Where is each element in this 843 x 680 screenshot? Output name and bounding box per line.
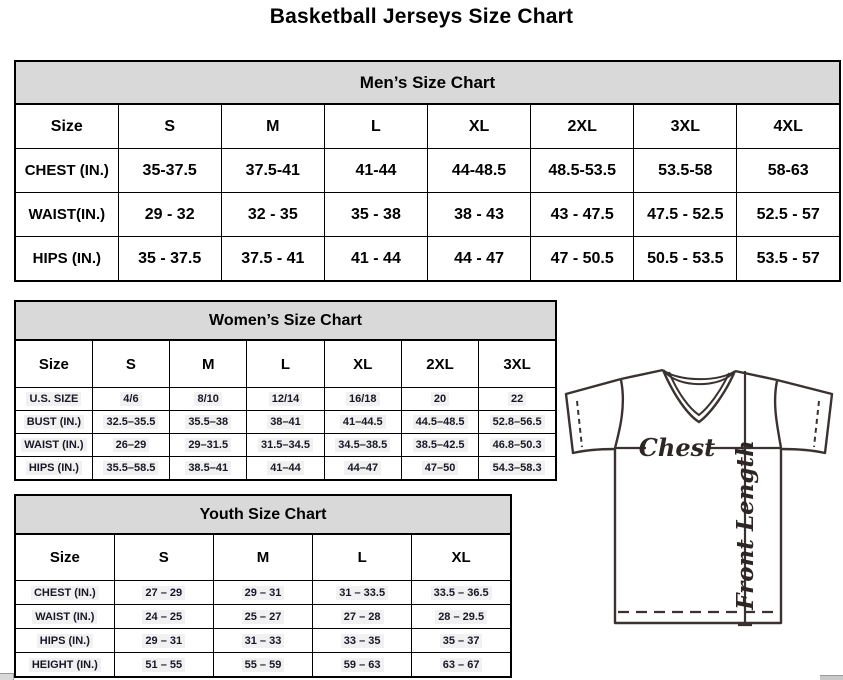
size-value-cell: 35.5–38 bbox=[170, 411, 247, 434]
size-value-cell: 59 – 63 bbox=[313, 653, 412, 678]
jersey-right-shoulder-seam bbox=[775, 381, 781, 448]
size-value-cell: 31 – 33.5 bbox=[313, 581, 412, 605]
size-value-cell: 27 – 28 bbox=[313, 605, 412, 629]
size-value-cell: 38 - 43 bbox=[428, 193, 531, 237]
size-value-cell: 4/6 bbox=[92, 388, 169, 411]
row-label: BUST (IN.) bbox=[15, 411, 92, 434]
size-value-cell: 29 – 31 bbox=[114, 629, 213, 653]
size-column-header: Size bbox=[15, 104, 118, 149]
size-value-cell: 47 - 50.5 bbox=[531, 237, 634, 282]
jersey-left-cuff-dashed-line bbox=[577, 401, 582, 447]
size-header-cell: XL bbox=[412, 534, 511, 581]
row-label: HIPS (IN.) bbox=[15, 237, 118, 282]
size-value-cell: 38.5–41 bbox=[170, 457, 247, 481]
size-value-cell: 37.5 - 41 bbox=[221, 237, 324, 282]
size-value-cell: 35-37.5 bbox=[118, 149, 221, 193]
jersey-collar-back-arc-2 bbox=[665, 372, 733, 384]
size-value-cell: 52.8–56.5 bbox=[479, 411, 556, 434]
size-value-cell: 43 - 47.5 bbox=[531, 193, 634, 237]
size-header-cell: L bbox=[324, 104, 427, 149]
size-value-cell: 63 – 67 bbox=[412, 653, 511, 678]
size-header-cell: S bbox=[92, 340, 169, 388]
womens-table-title: Women’s Size Chart bbox=[15, 301, 556, 340]
jersey-measurement-diagram bbox=[558, 363, 838, 635]
size-value-cell: 25 – 27 bbox=[213, 605, 312, 629]
size-value-cell: 50.5 - 53.5 bbox=[634, 237, 737, 282]
size-value-cell: 38.5–42.5 bbox=[401, 434, 478, 457]
size-value-cell: 32 - 35 bbox=[221, 193, 324, 237]
size-value-cell: 44.5–48.5 bbox=[401, 411, 478, 434]
size-value-cell: 26–29 bbox=[92, 434, 169, 457]
size-value-cell: 28 – 29.5 bbox=[412, 605, 511, 629]
size-header-cell: XL bbox=[324, 340, 401, 388]
size-header-cell: L bbox=[313, 534, 412, 581]
size-header-cell: L bbox=[247, 340, 324, 388]
size-value-cell: 38–41 bbox=[247, 411, 324, 434]
page-title: Basketball Jerseys Size Chart bbox=[269, 5, 574, 28]
size-value-cell: 12/14 bbox=[247, 388, 324, 411]
size-column-header: Size bbox=[15, 534, 114, 581]
size-value-cell: 31.5–34.5 bbox=[247, 434, 324, 457]
row-label: HIPS (IN.) bbox=[15, 457, 92, 481]
size-column-header: Size bbox=[15, 340, 92, 388]
size-value-cell: 16/18 bbox=[324, 388, 401, 411]
size-value-cell: 41–44.5 bbox=[324, 411, 401, 434]
size-value-cell: 35 – 37 bbox=[412, 629, 511, 653]
size-header-cell: 3XL bbox=[479, 340, 556, 388]
size-value-cell: 33 – 35 bbox=[313, 629, 412, 653]
jersey-right-cuff-dashed-line bbox=[814, 401, 819, 447]
cropped-element-bottom-right bbox=[820, 675, 843, 680]
jersey-left-shoulder-seam bbox=[615, 380, 623, 448]
size-header-cell: 4XL bbox=[737, 104, 840, 149]
size-header-cell: S bbox=[118, 104, 221, 149]
size-value-cell: 35.5–58.5 bbox=[92, 457, 169, 481]
chest-label: Chest bbox=[638, 433, 716, 462]
row-label: HEIGHT (IN.) bbox=[15, 653, 114, 678]
size-header-cell: M bbox=[221, 104, 324, 149]
row-label: CHEST (IN.) bbox=[15, 149, 118, 193]
size-value-cell: 33.5 – 36.5 bbox=[412, 581, 511, 605]
size-header-cell: 2XL bbox=[531, 104, 634, 149]
size-value-cell: 29 - 32 bbox=[118, 193, 221, 237]
youth-size-chart-table bbox=[14, 494, 512, 678]
size-header-cell: 3XL bbox=[634, 104, 737, 149]
size-header-cell: M bbox=[213, 534, 312, 581]
size-value-cell: 55 – 59 bbox=[213, 653, 312, 678]
size-value-cell: 34.5–38.5 bbox=[324, 434, 401, 457]
row-label: U.S. SIZE bbox=[15, 388, 92, 411]
size-value-cell: 8/10 bbox=[170, 388, 247, 411]
size-value-cell: 32.5–35.5 bbox=[92, 411, 169, 434]
size-value-cell: 27 – 29 bbox=[114, 581, 213, 605]
size-value-cell: 44 - 47 bbox=[428, 237, 531, 282]
size-value-cell: 41-44 bbox=[324, 149, 427, 193]
jersey-right-sleeve bbox=[777, 380, 832, 453]
size-value-cell: 58-63 bbox=[737, 149, 840, 193]
row-label: HIPS (IN.) bbox=[15, 629, 114, 653]
mens-size-chart-table bbox=[14, 60, 841, 282]
size-value-cell: 29 – 31 bbox=[213, 581, 312, 605]
row-label: WAIST(IN.) bbox=[15, 193, 118, 237]
mens-table-title: Men’s Size Chart bbox=[15, 61, 840, 104]
size-value-cell: 20 bbox=[401, 388, 478, 411]
size-value-cell: 53.5 - 57 bbox=[737, 237, 840, 282]
size-value-cell: 31 – 33 bbox=[213, 629, 312, 653]
size-value-cell: 53.5-58 bbox=[634, 149, 737, 193]
size-value-cell: 44-48.5 bbox=[428, 149, 531, 193]
size-header-cell: XL bbox=[428, 104, 531, 149]
size-value-cell: 54.3–58.3 bbox=[479, 457, 556, 481]
size-value-cell: 44–47 bbox=[324, 457, 401, 481]
size-header-cell: M bbox=[170, 340, 247, 388]
size-value-cell: 52.5 - 57 bbox=[737, 193, 840, 237]
size-header-cell: S bbox=[114, 534, 213, 581]
youth-table-title: Youth Size Chart bbox=[15, 495, 511, 534]
size-value-cell: 41 - 44 bbox=[324, 237, 427, 282]
front-length-label: Front Length bbox=[732, 440, 759, 610]
size-value-cell: 29–31.5 bbox=[170, 434, 247, 457]
womens-size-chart-table bbox=[14, 300, 557, 481]
size-value-cell: 47–50 bbox=[401, 457, 478, 481]
size-value-cell: 22 bbox=[479, 388, 556, 411]
size-value-cell: 41–44 bbox=[247, 457, 324, 481]
size-value-cell: 48.5-53.5 bbox=[531, 149, 634, 193]
size-header-cell: 2XL bbox=[401, 340, 478, 388]
size-value-cell: 46.8–50.3 bbox=[479, 434, 556, 457]
size-value-cell: 51 – 55 bbox=[114, 653, 213, 678]
size-value-cell: 37.5-41 bbox=[221, 149, 324, 193]
jersey-left-sleeve bbox=[566, 379, 621, 453]
row-label: WAIST (IN.) bbox=[15, 605, 114, 629]
size-value-cell: 47.5 - 52.5 bbox=[634, 193, 737, 237]
size-value-cell: 35 - 37.5 bbox=[118, 237, 221, 282]
size-value-cell: 35 - 38 bbox=[324, 193, 427, 237]
row-label: CHEST (IN.) bbox=[15, 581, 114, 605]
size-value-cell: 24 – 25 bbox=[114, 605, 213, 629]
row-label: WAIST (IN.) bbox=[15, 434, 92, 457]
